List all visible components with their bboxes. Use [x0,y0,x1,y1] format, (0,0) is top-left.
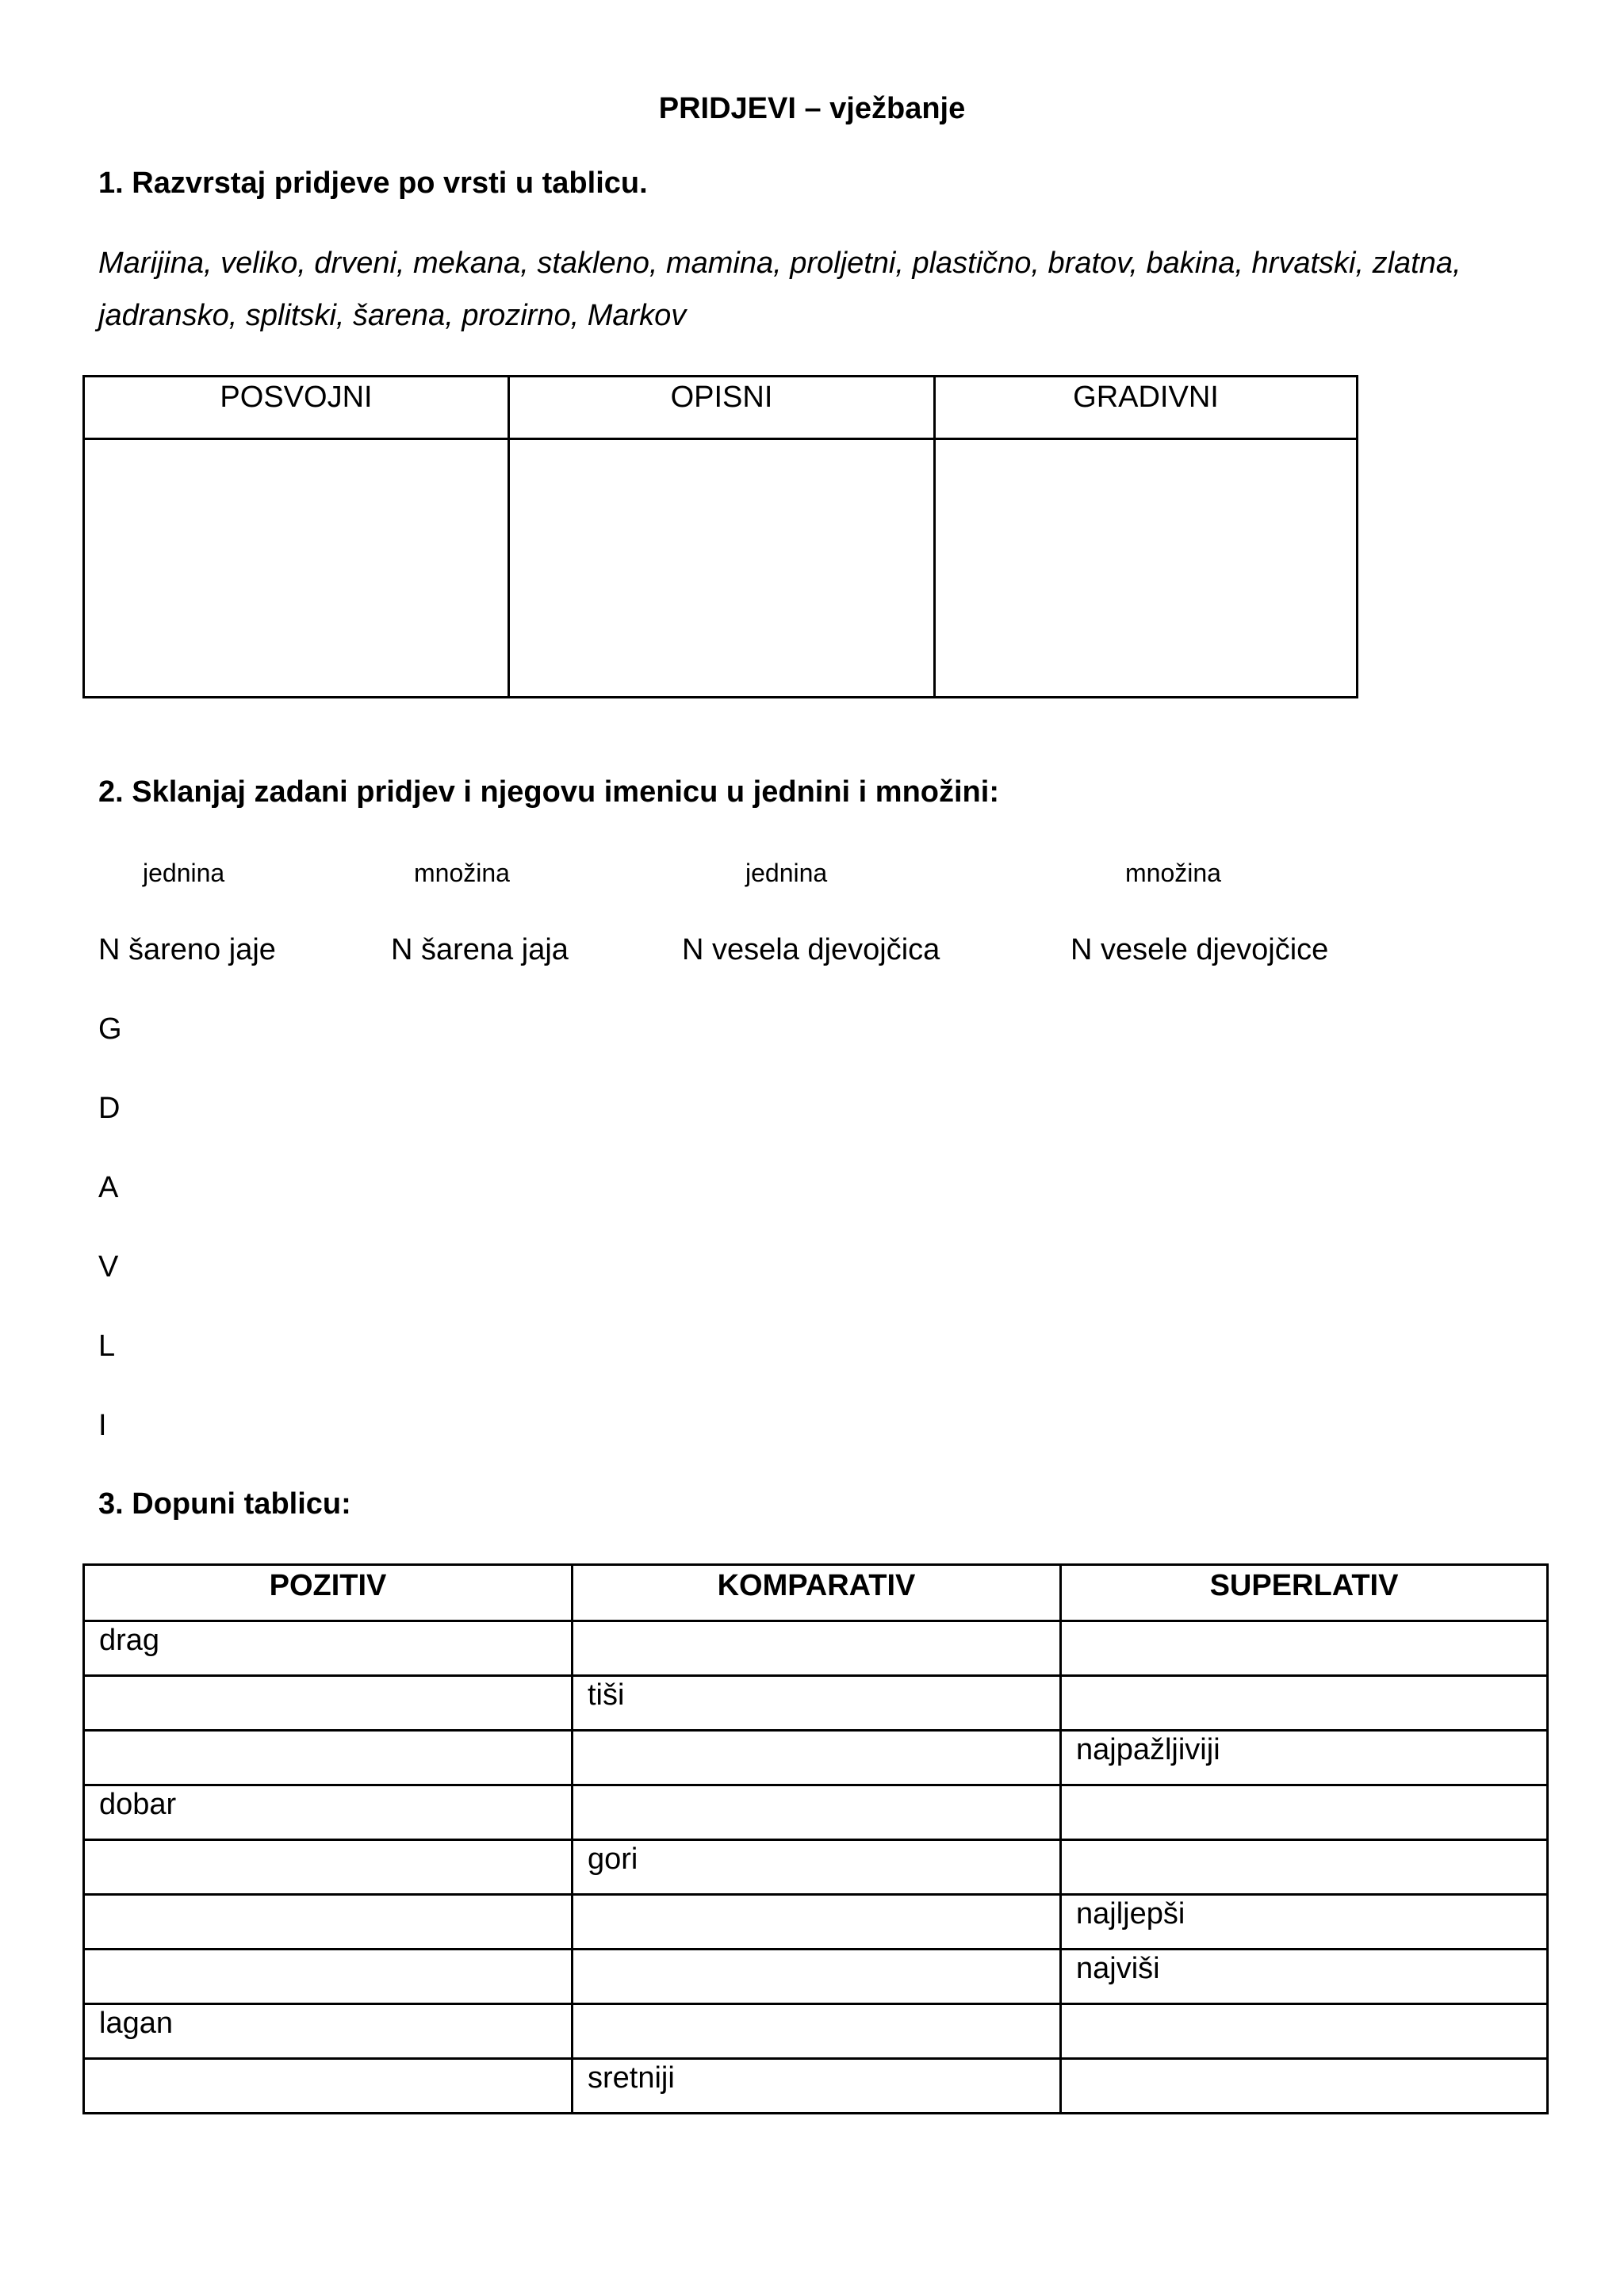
table-header-row [84,1565,1548,1621]
answer-cell-posvojni[interactable] [84,439,509,698]
cell-komparativ[interactable] [573,2004,1061,2059]
label-mnozina-2: množina [1125,859,1221,887]
table-row [84,1840,1548,1895]
label-jednina-2: jednina [745,859,828,887]
cell-pozitiv[interactable]: dobar [84,1785,573,1840]
column-header-superlativ: SUPERLATIV [1061,1565,1548,1621]
column-header-opisni: OPISNI [509,377,935,439]
column-header-gradivni: GRADIVNI [935,377,1358,439]
cell-komparativ[interactable] [573,1950,1061,2004]
cell-komparativ[interactable] [573,1785,1061,1840]
task3-heading: 3. Dopuni tablicu: [98,1487,351,1521]
case-label-v: V [98,1250,119,1284]
table-row [84,2059,1548,2114]
adjective-type-table [82,375,1358,698]
cell-superlativ[interactable]: najviši [1061,1950,1548,2004]
answer-cell-gradivni[interactable] [935,439,1358,698]
nominative-plural-2: N vesele djevojčice [1071,933,1329,966]
answer-cell-opisni[interactable] [509,439,935,698]
comparison-table [82,1563,1549,2114]
nominative-singular-1: N šareno jaje [98,933,276,966]
cell-komparativ[interactable]: tiši [573,1676,1061,1731]
task2-heading: 2. Sklanjaj zadani pridjev i njegovu imenicu u jednini i množini: [98,775,999,809]
cell-superlativ[interactable] [1061,1621,1548,1676]
page-title: PRIDJEVI – vježbanje [658,92,966,125]
column-header-posvojni: POSVOJNI [84,377,509,439]
table-row [84,439,1358,698]
cell-superlativ[interactable]: najljepši [1061,1895,1548,1950]
case-label-d: D [98,1092,121,1125]
cell-komparativ[interactable] [573,1895,1061,1950]
task1-heading: 1. Razvrstaj pridjeve po vrsti u tablicu. [98,166,648,200]
nominative-plural-1: N šarena jaja [391,933,569,966]
table-header-row [84,377,1358,439]
table-row [84,1621,1548,1676]
cell-komparativ[interactable]: sretniji [573,2059,1061,2114]
cell-pozitiv[interactable] [84,1840,573,1895]
column-header-pozitiv: POZITIV [84,1565,573,1621]
cell-komparativ[interactable]: gori [573,1840,1061,1895]
cell-superlativ[interactable] [1061,2059,1548,2114]
table-row [84,1785,1548,1840]
cell-superlativ[interactable] [1061,1840,1548,1895]
table-row [84,1950,1548,2004]
nominative-singular-2: N vesela djevojčica [682,933,940,966]
case-label-g: G [98,1012,122,1046]
cell-pozitiv[interactable] [84,1731,573,1785]
cell-pozitiv[interactable]: lagan [84,2004,573,2059]
table-row [84,1731,1548,1785]
cell-pozitiv[interactable]: drag [84,1621,573,1676]
cell-pozitiv[interactable] [84,2059,573,2114]
cell-superlativ[interactable] [1061,2004,1548,2059]
cell-komparativ[interactable] [573,1731,1061,1785]
cell-superlativ[interactable] [1061,1785,1548,1840]
cell-superlativ[interactable] [1061,1676,1548,1731]
label-mnozina-1: množina [414,859,510,887]
case-label-l: L [98,1330,116,1363]
case-label-i: I [98,1409,107,1442]
case-label-a: A [98,1171,119,1204]
cell-superlativ[interactable]: najpažljiviji [1061,1731,1548,1785]
table-row [84,2004,1548,2059]
task1-word-list: Marijina, veliko, drveni, mekana, stakleno, mamina, proljetni, plastično, bratov, bakina, hrvatski, zlatna, jadransko, splitski, šarena, prozirno, Markov [98,247,1461,332]
cell-komparativ[interactable] [573,1621,1061,1676]
cell-pozitiv[interactable] [84,1676,573,1731]
table-row [84,1895,1548,1950]
label-jednina-1: jednina [143,859,225,887]
cell-pozitiv[interactable] [84,1895,573,1950]
column-header-komparativ: KOMPARATIV [573,1565,1061,1621]
table-row [84,1676,1548,1731]
cell-pozitiv[interactable] [84,1950,573,2004]
